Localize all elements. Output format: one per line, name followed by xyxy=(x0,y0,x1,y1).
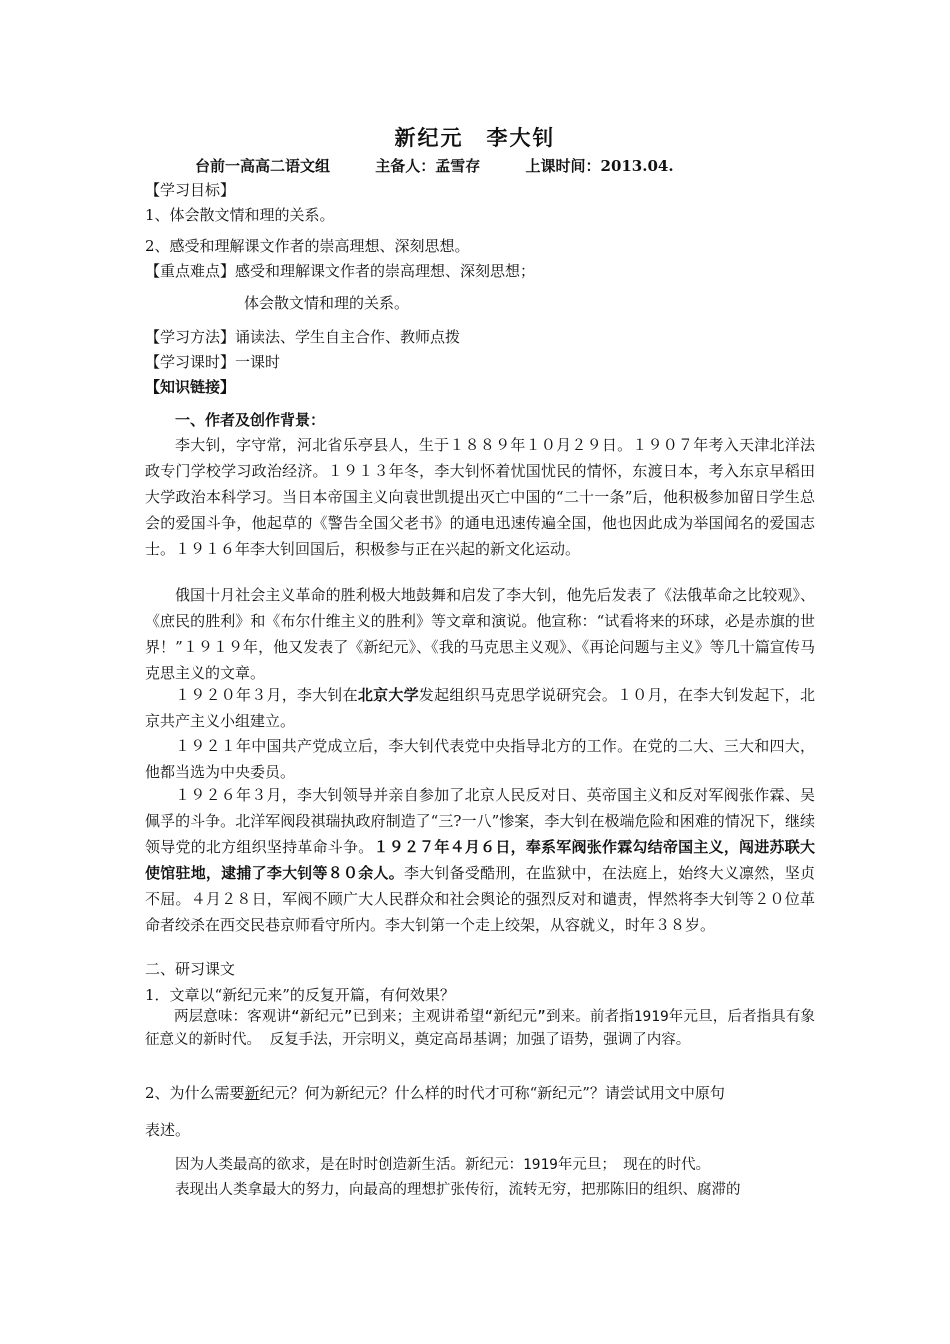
key-points-row xyxy=(145,259,815,283)
question-2-continued: 表述。 xyxy=(145,1121,191,1139)
p3-part-a: １９２０年３月，李大钊在 xyxy=(175,686,358,704)
section-1-heading: 一、作者及创作背景： xyxy=(175,411,326,429)
hours-text: 一课时 xyxy=(235,353,281,371)
meta-group: 台前一高高二语文组 xyxy=(195,157,331,175)
answer-2-line-2: 表现出人类拿最大的努力，向最高的理想扩张传衍，流转无穷，把那陈旧的组织、腐滞的 xyxy=(175,1182,741,1198)
hours-row xyxy=(145,350,815,374)
key-points-label: 【重点难点】 xyxy=(145,262,236,280)
answer-2-line-1: 因为人类最高的欲求，是在时时创造新生活。新纪元：1919年元旦； 现在的时代。 xyxy=(175,1157,711,1173)
header-meta xyxy=(195,155,714,176)
author-paragraph-3 xyxy=(145,682,815,734)
key-points-line-2: 体会散文情和理的关系。 xyxy=(244,294,410,312)
method-text: 诵读法、学生自主合作、教师点拨 xyxy=(235,328,461,346)
p3-peking-university: 北京大学 xyxy=(357,686,419,704)
p5-arrest-highlight: １９２７年４月６日，奉系军阀张作霖勾结帝国主义，闯进苏联大使馆驻地，逮捕了李大钊等８０余人。 xyxy=(145,838,815,882)
goal-item-2: 2、感受和理解课文作者的崇高理想、深刻思想。 xyxy=(145,237,470,255)
author-paragraph-4: １９２１年中国共产党成立后，李大钊代表党中央指导北方的工作。在党的二大、三大和四大，他都当选为中央委员。 xyxy=(145,737,815,781)
author-paragraph-2: 俄国十月社会主义革命的胜利极大地鼓舞和启发了李大钊，他先后发表了《法俄革命之比较观》、《庶民的胜利》和《布尔什维主义的胜利》等文章和演说。他宣称：“试看将来的环球，必是赤旗的世界！”１９１９年，他又发表了《新纪元》、《我的马克思主义观》、《再论问题与主义》等几十篇宣传马克思主义的文章。 xyxy=(145,586,815,682)
goals-label: 【学习目标】 xyxy=(145,181,236,199)
meta-class-time: 上课时间：2013.04. xyxy=(525,157,674,175)
method-label: 【学习方法】 xyxy=(145,328,236,346)
knowledge-link-label: 【知识链接】 xyxy=(145,378,236,396)
key-points-line-1: 感受和理解课文作者的崇高理想、深刻思想； xyxy=(235,262,536,280)
hours-label: 【学习课时】 xyxy=(145,353,236,371)
question-1: 1．文章以“新纪元来”的反复开篇，有何效果？ xyxy=(145,986,455,1004)
p5-part-c: 李大钊备受酷刑，在监狱中，在法庭上，始终大义凛然，坚贞不屈。４月２８日，军阀不顾广大人民群众和社会舆论的强烈反对和谴责，悍然将李大钊等２０位革命者绞杀在西交民巷京师看守所内。李大钊第一个走上绞架，从容就义，时年３８岁。 xyxy=(145,864,815,934)
page-title: 新纪元 李大钊 xyxy=(394,125,556,150)
q2-underlined-xin: 新 xyxy=(244,1084,260,1102)
method-row xyxy=(145,325,815,349)
goal-item-1: 1、体会散文情和理的关系。 xyxy=(145,206,335,224)
q2-part-a: 2、为什么需要 xyxy=(145,1084,245,1102)
q2-part-c: 纪元？何为新纪元？什么样的时代才可称“新纪元”？请尝试用文中原句 xyxy=(259,1084,725,1102)
answer-1: 两层意味：客观讲“新纪元”已到来；主观讲希望“新纪元”到来。前者指1919年元旦，后者指具有象征意义的新时代。 反复手法，开宗明义，奠定高昂基调；加强了语势，强调了内容。 xyxy=(145,1009,815,1048)
section-2-heading: 二、研习课文 xyxy=(145,960,236,978)
author-paragraph-1: 李大钊，字守常，河北省乐亭县人，生于１８８９年１０月２９日。１９０７年考入天津北洋法政专门学校学习政治经济。１９１３年冬，李大钊怀着忧国忧民的情怀，东渡日本，考入东京早稻田大学政治本科学习。当日本帝国主义向袁世凯提出灭亡中国的“二十一条”后，他积极参加留日学生总会的爱国斗争，他起草的《警告全国父老书》的通电迅速传遍全国，他也因此成为举国闻名的爱国志士。１９１６年李大钊回国后，积极参与正在兴起的新文化运动。 xyxy=(145,436,815,558)
author-paragraph-5 xyxy=(145,782,815,938)
question-2 xyxy=(145,1081,815,1105)
meta-preparer: 主备人：孟雪存 xyxy=(375,157,481,175)
p5-part-a: １９２６年３月，李大钊领导并亲自参加了北京人民反对日、英帝国主义和反对军阀张作霖、吴佩孚的斗争。北洋军阀段祺瑞执政府制造了“三?一八”惨案，李大钊在极端危险和困难的情况下，继续领导党的北方组织坚持革命斗争。 xyxy=(145,786,815,856)
p3-part-c: 发起组织马克思学说研究会。１０月，在李大钊发起下，北京共产主义小组建立。 xyxy=(145,686,815,730)
